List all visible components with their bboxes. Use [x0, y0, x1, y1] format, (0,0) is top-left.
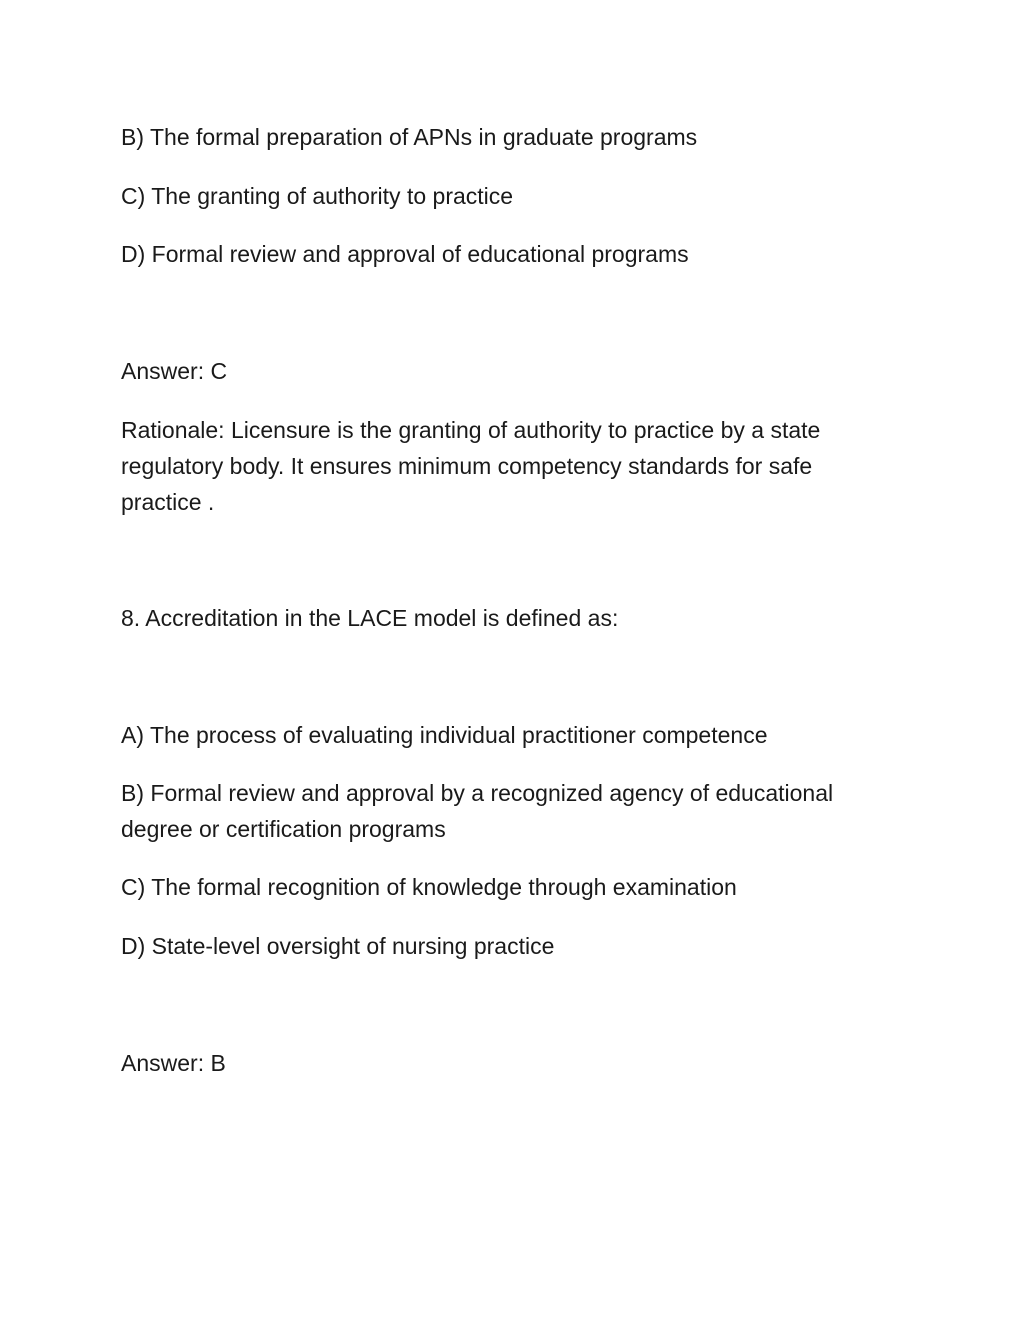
q8-answer: Answer: B — [121, 1050, 226, 1076]
prev-rationale: Rationale: Licensure is the granting of authority to practice by a state regulatory body. It ensures minimum competency standards for safe practice . — [121, 417, 821, 515]
prev-answer: Answer: C — [121, 358, 228, 384]
q8-option-a: A) The process of evaluating individual practitioner competence — [121, 722, 768, 748]
q8-option-b: B) Formal review and approval by a recognized agency of educational degree or certification programs — [121, 780, 834, 842]
q8-option-c: C) The formal recognition of knowledge through examination — [121, 874, 737, 900]
prev-option-d: D) Formal review and approval of educational programs — [121, 241, 689, 267]
question-8-stem: 8. Accreditation in the LACE model is defined as: — [121, 605, 619, 631]
prev-option-b: B) The formal preparation of APNs in graduate programs — [121, 124, 698, 150]
prev-option-c: C) The granting of authority to practice — [121, 183, 514, 209]
q8-option-d: D) State-level oversight of nursing practice — [121, 933, 555, 959]
